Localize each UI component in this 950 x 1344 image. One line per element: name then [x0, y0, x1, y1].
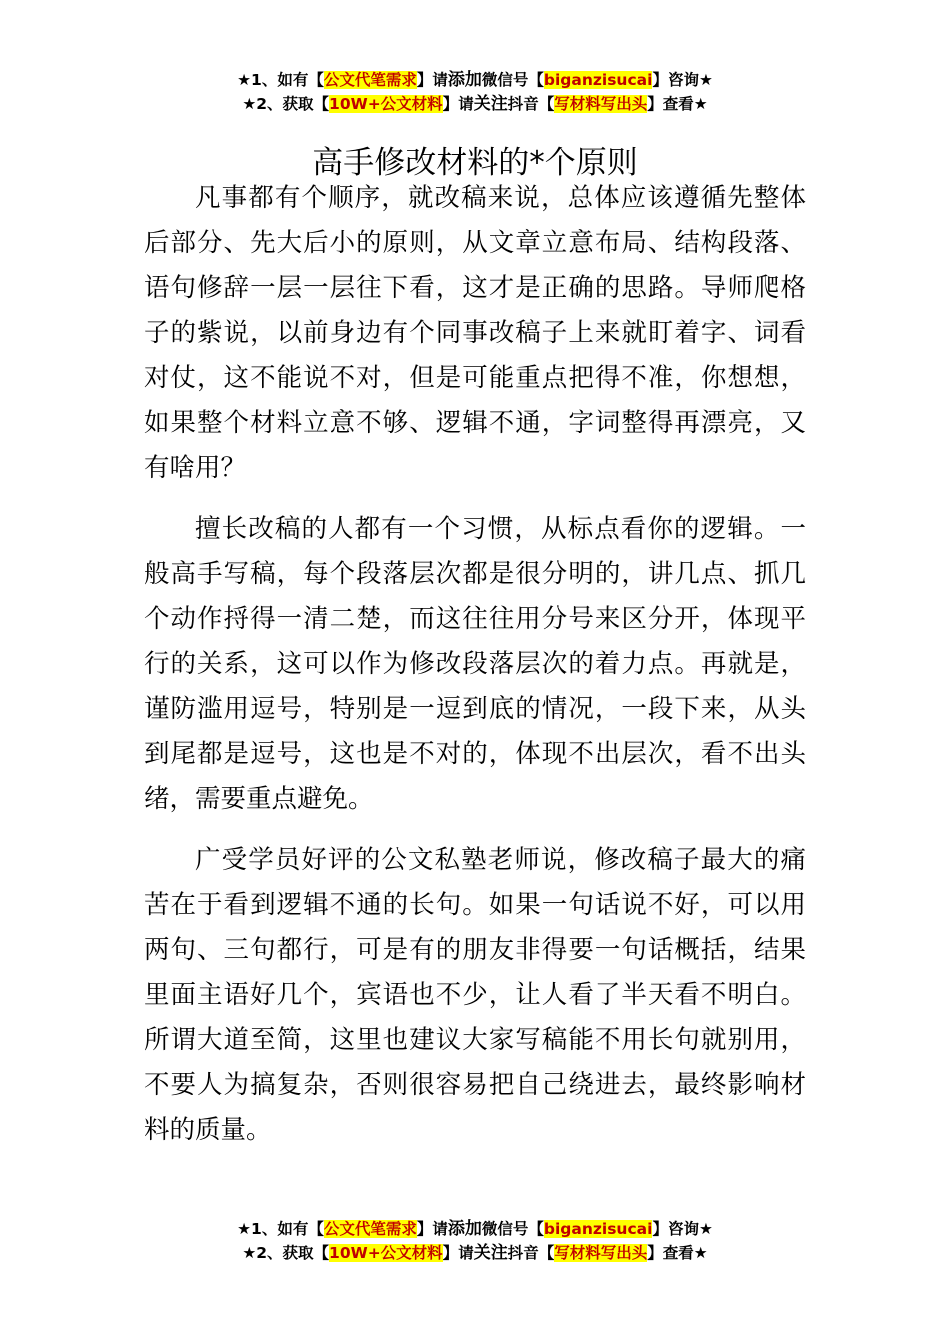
promo-text: 抖音【: [507, 1244, 555, 1262]
promo-highlight-douyin-id: 写材料写出头: [554, 1244, 648, 1262]
promo-highlight-service: 公文代笔需求: [323, 71, 417, 89]
promo-emphasis: 关注: [473, 94, 508, 114]
promo-line-1: [0, 1217, 950, 1241]
promo-text: ★2、获取【: [242, 1244, 330, 1262]
paragraph: 擅长改稿的人都有一个习惯，从标点看你的逻辑。一般高手写稿，每个段落层次都是很分明的，讲几点、抓几个动作捋得一清二楚，而这往往用分号来区分开，体现平行的关系，这可以作为修改段落层次的着力点。再就是，谨防滥用逗号，特别是一逗到底的情况，一段下来，从头到尾都是逗号，这也是不对的，体现不出层次，看不出头绪，需要重点避免。: [144, 514, 806, 814]
promo-line-1: [0, 68, 950, 92]
promo-text: 】咨询★: [652, 71, 713, 89]
promo-text: 】查看★: [647, 1244, 708, 1262]
paragraph: 凡事都有个顺序，就改稿来说，总体应该遵循先整体后部分、先大后小的原则，从文章立意布局、结构段落、语句修辞一层一层往下看，这才是正确的思路。导师爬格子的紫说，以前身边有个同事改稿子上来就盯着字、词看对仗，这不能说不对，但是可能重点把得不准，你想想，如果整个材料立意不够、逻辑不通，字词整得再漂亮，又有啥用？: [144, 183, 806, 483]
promo-emphasis: 关注: [473, 1243, 508, 1263]
promo-text: 】查看★: [647, 95, 708, 113]
promo-line-2: [0, 92, 950, 116]
promo-text: 】请: [416, 71, 448, 89]
promo-line-2: [0, 1241, 950, 1265]
promo-text: 微信号【: [481, 71, 544, 89]
promo-highlight-wechat-id: biganzisucai: [543, 1220, 653, 1238]
promo-text: 】请: [442, 1244, 474, 1262]
promo-highlight-wechat-id: biganzisucai: [543, 71, 653, 89]
promo-highlight-materials: 10W+公文材料: [329, 95, 443, 113]
paragraph: 广受学员好评的公文私塾老师说，修改稿子最大的痛苦在于看到逻辑不通的长句。如果一句话说不好，可以用两句、三句都行，可是有的朋友非得要一句话概括，结果里面主语好几个，宾语也不少，让人看了半天看不明白。所谓大道至简，这里也建议大家写稿能不用长句就别用，不要人为搞复杂，否则很容易把自己绕进去，最终影响材料的质量。: [144, 845, 806, 1145]
promo-text: 微信号【: [481, 1220, 544, 1238]
promo-highlight-service: 公文代笔需求: [323, 1220, 417, 1238]
promo-highlight-materials: 10W+公文材料: [329, 1244, 443, 1262]
page-title: 高手修改材料的*个原则: [312, 144, 638, 181]
promo-text: 】请: [416, 1220, 448, 1238]
promo-highlight-douyin-id: 写材料写出头: [554, 95, 648, 113]
promo-text: 】请: [442, 95, 474, 113]
promo-text: 】咨询★: [652, 1220, 713, 1238]
promo-text: 抖音【: [507, 95, 555, 113]
promo-emphasis: 添加: [447, 1219, 482, 1239]
promo-text: ★1、如有【: [237, 1220, 324, 1238]
promo-text: ★2、获取【: [242, 95, 330, 113]
article-body: [144, 176, 806, 1169]
header-promo-banner: [0, 68, 950, 116]
footer-promo-banner: [0, 1217, 950, 1265]
promo-text: ★1、如有【: [237, 71, 324, 89]
promo-emphasis: 添加: [447, 70, 482, 90]
